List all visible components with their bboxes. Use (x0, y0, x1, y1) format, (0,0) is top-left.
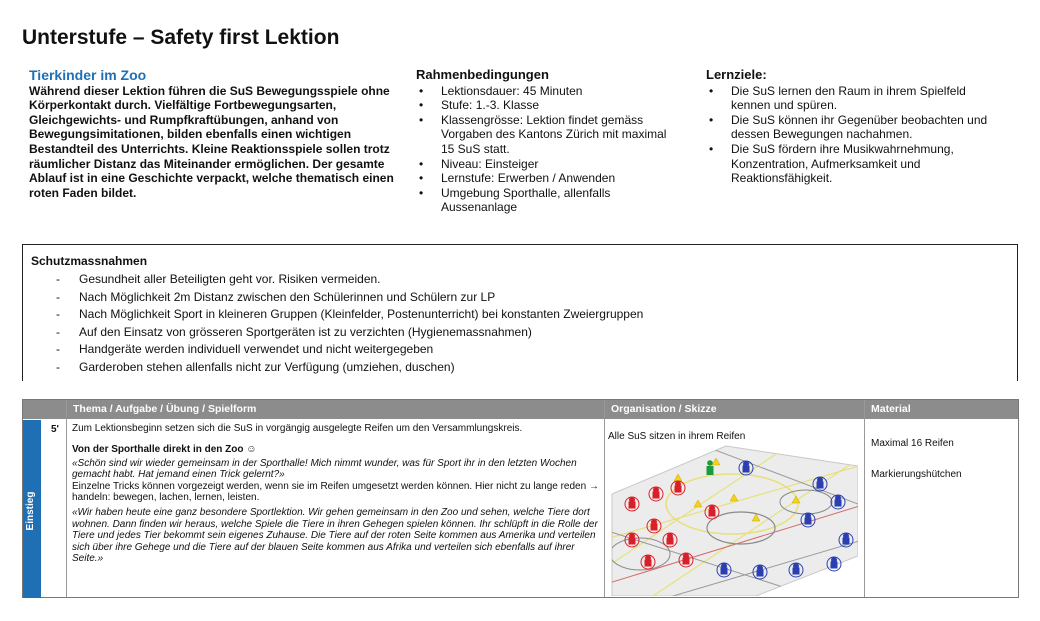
lernziele-heading: Lernziele: (706, 67, 767, 82)
organisation-text: Alle SuS sitzen in ihrem Reifen (608, 431, 746, 442)
task-description (72, 423, 602, 564)
page-title: Unterstufe – Safety first Lektion (22, 26, 340, 49)
gym-sketch (606, 444, 858, 596)
schutz-item: - Gesundheit aller Beteiligten geht vor. Risiken vermeiden. (31, 271, 643, 289)
table-header-organisation: Organisation / Skizze (605, 400, 864, 419)
lesson-table (22, 399, 1019, 598)
column-divider (66, 400, 67, 597)
task-heading: Von der Sporthalle direkt in den Zoo ☺ (72, 444, 257, 456)
rahmen-item: • Niveau: Einsteiger (416, 157, 678, 172)
schutzmassnahmen-heading: Schutzmassnahmen (31, 254, 148, 268)
column-divider (604, 400, 605, 597)
task-quote: «Schön sind wir wieder gemeinsam in der Sporthalle! Mich nimmt wunder, was für Sport ihr in den letzten Wochen gemacht habt. Hat jemand einen Trick gelernt?» (72, 457, 577, 481)
rahmen-item: • Umgebung Sporthalle, allenfalls Aussenanlage (416, 186, 678, 215)
lernziel-item: • Die SuS können ihr Gegenüber beobachten und dessen Bewegungen nachahmen. (706, 113, 1006, 142)
lesson-subtitle: Tierkinder im Zoo (29, 67, 147, 83)
rahmen-item: • Klassengrösse: Lektion findet gemäss Vorgaben des Kantons Zürich mit maximal 15 SuS statt. (416, 113, 678, 157)
table-header-material: Material (865, 400, 1018, 419)
lernziele-column (706, 68, 1006, 186)
schutzmassnahmen-box (22, 244, 1018, 381)
rahmenbedingungen-column (416, 68, 678, 215)
lernziel-item: • Die SuS fördern ihre Musikwahrnehmung, Konzentration, Aufmerksamkeit und Reaktionsfähigkeit. (706, 142, 1006, 186)
schutz-item: - Nach Möglichkeit Sport in kleineren Gruppen (Kleinfelder, Postenunterricht) bei konstanten Zweiergruppen (31, 306, 643, 324)
task-line: Zum Lektionsbeginn setzen sich die SuS in vorgängig ausgelegte Reifen um den Versammlungskreis. (72, 423, 523, 434)
table-header-blank (23, 400, 67, 419)
lesson-intro-text: Während dieser Lektion führen die SuS Bewegungsspiele ohne Körperkontakt durch. Vielfältige Fortbewegungsarten, Gleichgewichts- und Rumpfkraftübungen, anhand von Bewegungsimitationen, bilden ebenfalls einen wichtigen Bestandteil des Unterrichts. Kleine Reaktionsspiele sollen trotz räumlicher Distanz das Miteinander ermöglichen. Der gesamte Ablauf ist in eine Geschichte verpackt, welche thematisch einen roten Faden bildet. (29, 83, 394, 200)
phase-sidebar (23, 420, 41, 598)
intro-column (29, 68, 404, 200)
table-header-thema: Thema / Aufgabe / Übung / Spielform (67, 400, 604, 419)
material-item: Maximal 16 Reifen (871, 438, 954, 449)
rahmen-item: • Stufe: 1.-3. Klasse (416, 98, 678, 113)
rahmen-item: • Lernstufe: Erwerben / Anwenden (416, 171, 678, 186)
schutz-item: - Handgeräte werden individuell verwendet und nicht weitergegeben (31, 341, 643, 359)
time-value: 5' (51, 424, 59, 435)
material-item: Markierungshütchen (871, 469, 962, 480)
schutz-item: - Auf den Einsatz von grösseren Sportgeräten ist zu verzichten (Hygienemassnahmen) (31, 324, 643, 342)
rahmen-item: • Lektionsdauer: 45 Minuten (416, 84, 678, 99)
phase-label: Einstieg (25, 491, 36, 531)
teacher-figure (707, 460, 714, 475)
column-divider (864, 400, 865, 597)
schutz-item: - Nach Möglichkeit 2m Distanz zwischen den Schülerinnen und Schülern zur LP (31, 289, 643, 307)
task-quote: «Wir haben heute eine ganz besondere Sportlektion. Wir gehen gemeinsam in den Zoo und sehen, welche Tiere dort wohnen. Dann finden wir heraus, welche Spiele die Tiere in ihren Gehegen spielen können. Ihr schlüpft in die Rolle der Tiere und jedes Tier bekommt sein eigenes Zuhause. Die Tiere auf der roten Seite kommen aus Amerika und verteilen sich über ihre Gehege und die Tiere auf der blauen Seite kommen aus Afrika und verteilen sich ebenfalls auf ihrer Seite.» (72, 507, 598, 565)
task-line: Einzelne Tricks können vorgezeigt werden, wenn sie im Reifen umgesetzt werden können. Hier nicht zu lange reden → handeln: bewegen, lachen, lernen, leisten. (72, 480, 599, 504)
schutz-item: - Garderoben stehen allenfalls nicht zur Verfügung (umziehen, duschen) (31, 359, 643, 377)
rahmenbedingungen-heading: Rahmenbedingungen (416, 67, 549, 82)
lernziel-item: • Die SuS lernen den Raum in ihrem Spielfeld kennen und spüren. (706, 84, 1006, 113)
